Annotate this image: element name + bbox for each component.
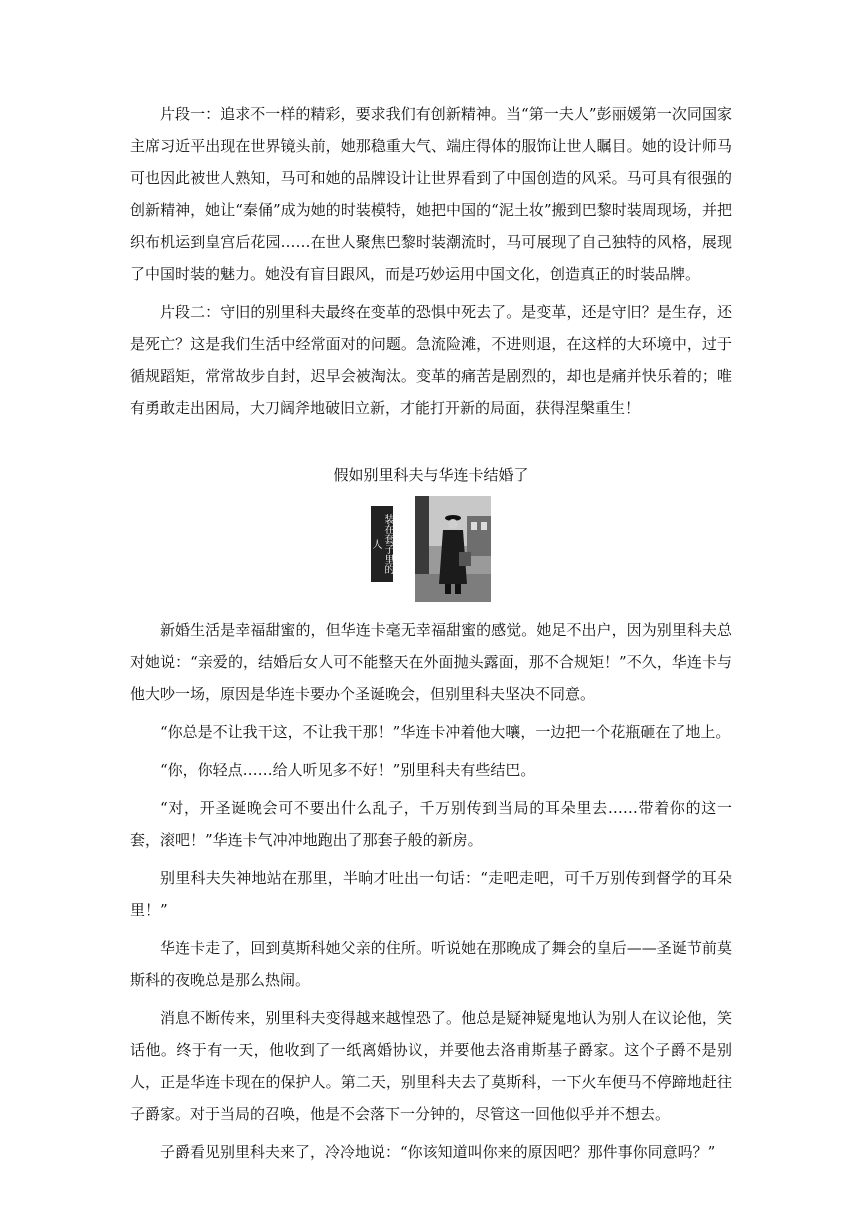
paragraph: “你，你轻点……给人听见多不好！”别里科夫有些结巴。 xyxy=(160,761,536,779)
paragraph-segment-two: 片段二：守旧的别里科夫最终在变革的恐惧中死去了。是变革，还是守旧？是生存，还是死亡？这是我们生活中经常面对的问题。急流险滩，不进则退，在这样的大环境中，过于循规蹈矩，常常故步自封，迟早会被淘汰。变革的痛苦是剧烈的，却也是痛并快乐着的；唯有勇敢走出困局，大刀阔斧地破旧立新，才能打开新的局面，获得涅槃重生！ xyxy=(130,303,732,417)
document-page xyxy=(130,98,732,1174)
paragraph: “对，开圣诞晚会可不要出什么乱子，千万别传到当局的耳朵里去……带着你的这一套，滚吧！”华连卡气冲冲地跑出了那套子般的新房。 xyxy=(130,799,732,849)
illustration xyxy=(130,496,732,604)
paragraph: 华连卡走了，回到莫斯科她父亲的住所。听说她在那晚成了舞会的皇后——圣诞节前莫斯科的夜晚总是那么热闹。 xyxy=(130,939,732,989)
paragraph: 子爵看见别里科夫来了，冷冷地说：“你该知道叫你来的原因吧？那件事你同意吗？” xyxy=(160,1143,716,1161)
paragraph-segment-one: 片段一：追求不一样的精彩，要求我们有创新精神。当“第一夫人”彭丽媛第一次同国家主席习近平出现在世界镜头前，她那稳重大气、端庄得体的服饰让世人瞩目。她的设计师马可也因此被世人熟知，马可和她的品牌设计让世界看到了中国创造的风采。马可具有很强的创新精神，她让“秦俑”成为她的时装模特，她把中国的“泥土妆”搬到巴黎时装周现场，并把织布机运到皇宫后花园……在世人聚焦巴黎时装潮流时，马可展现了自己独特的风格，展现了中国时装的魅力。她没有盲目跟风，而是巧妙运用中国文化，创造真正的时装品牌。 xyxy=(130,105,732,283)
paragraph: “你总是不让我干这，不让我干那！”华连卡冲着他大嚷，一边把一个花瓶砸在了地上。 xyxy=(160,723,731,741)
figure-label: 装在套子里的人 xyxy=(371,506,393,582)
paragraph: 别里科夫失神地站在那里，半晌才吐出一句话：“走吧走吧，可千万别传到督学的耳朵里！” xyxy=(130,869,732,919)
section-title: 假如别里科夫与华连卡结婚了 xyxy=(333,466,529,484)
paragraph: 新婚生活是幸福甜蜜的，但华连卡毫无幸福甜蜜的感觉。她足不出户，因为别里科夫总对她说：“亲爱的，结婚后女人可不能整天在外面抛头露面，那不合规矩！”不久，华连卡与他大吵一场，原因是华连卡要办个圣诞晚会，但别里科夫坚决不同意。 xyxy=(130,621,732,703)
man-in-coat-photo xyxy=(415,496,491,602)
paragraph: 消息不断传来，别里科夫变得越来越惶恐了。他总是疑神疑鬼地认为别人在议论他，笑话他。终于有一天，他收到了一纸离婚协议，并要他去洛甫斯基子爵家。这个子爵不是别人，正是华连卡现在的保护人。第二天，别里科夫去了莫斯科，一下火车便马不停蹄地赶往子爵家。对于当局的召唤，他是不会落下一分钟的，尽管这一回他似乎并不想去。 xyxy=(130,1009,732,1123)
